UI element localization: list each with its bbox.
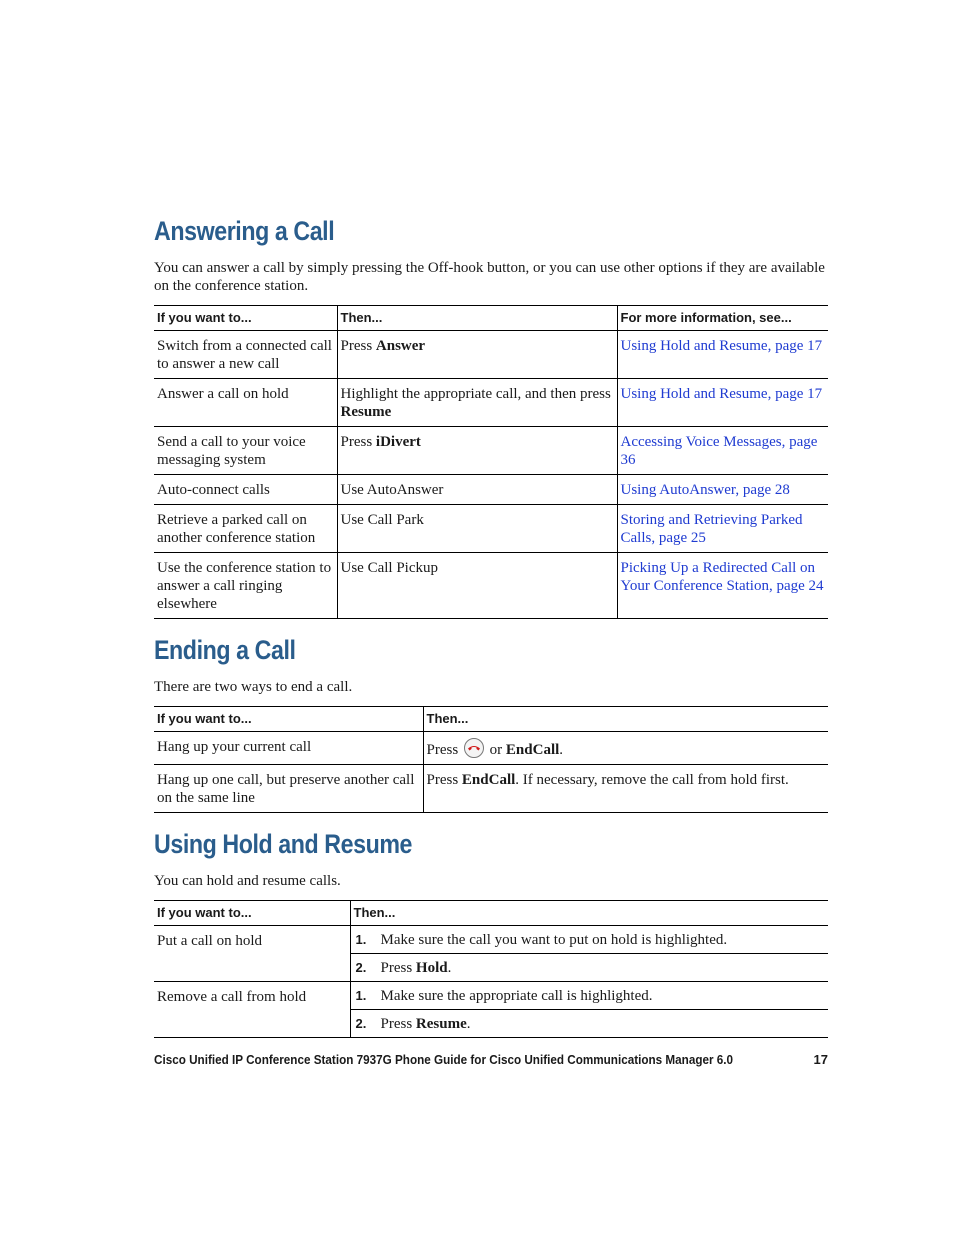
table-row	[154, 505, 828, 553]
section-title-ending: Ending a Call	[154, 635, 296, 665]
cell-then: Press Answer	[337, 331, 617, 379]
table-row	[154, 765, 828, 813]
softkey-label: Resume	[415, 1016, 467, 1032]
cell-want: Auto-connect calls	[154, 475, 337, 505]
cell-then: Use AutoAnswer	[337, 475, 617, 505]
cross-reference-link[interactable]: Using Hold and Resume, page 17	[620, 386, 823, 402]
cell-info	[617, 553, 828, 619]
softkey-label: Answer	[375, 338, 426, 354]
table-row	[154, 475, 828, 505]
softkey-label: EndCall	[505, 742, 560, 758]
cell-info	[617, 427, 828, 475]
cell-want: Use the conference station to answer a call ringing elsewhere	[154, 553, 337, 619]
step-item: 2. Press Resume.	[351, 1009, 829, 1037]
softkey-label: iDivert	[375, 434, 421, 450]
cross-reference-link[interactable]: Picking Up a Redirected Call on Your Conference Station, page 24	[620, 560, 824, 594]
softkey-label: Resume	[340, 404, 392, 420]
header-info: For more information, see...	[617, 306, 828, 331]
cell-want: Send a call to your voice messaging system	[154, 427, 337, 475]
cell-want: Hang up one call, but preserve another call on the same line	[154, 765, 423, 813]
header-then: Then...	[337, 306, 617, 331]
cell-then	[350, 926, 828, 982]
cell-then	[350, 982, 828, 1038]
end-call-icon	[464, 738, 484, 758]
footer-title: Cisco Unified IP Conference Station 7937G Phone Guide for Cisco Unified Communications Manager 6.0	[154, 1052, 734, 1067]
ending-table	[154, 706, 828, 813]
table-row	[154, 982, 828, 1038]
softkey-label: Hold	[415, 960, 448, 976]
table-row	[154, 553, 828, 619]
cell-want: Hang up your current call	[154, 732, 423, 765]
cell-info	[617, 379, 828, 427]
cell-want: Remove a call from hold	[154, 982, 350, 1038]
header-want: If you want to...	[154, 707, 423, 732]
cross-reference-link[interactable]: Using AutoAnswer, page 28	[620, 482, 790, 498]
cross-reference-link[interactable]: Using Hold and Resume, page 17	[620, 338, 823, 354]
cell-want: Put a call on hold	[154, 926, 350, 982]
table-row	[154, 379, 828, 427]
header-then: Then...	[423, 707, 828, 732]
table-row	[154, 926, 828, 982]
answering-table	[154, 305, 828, 619]
table-row	[154, 331, 828, 379]
page-number: 17	[813, 1052, 828, 1067]
ending-intro: There are two ways to end a call.	[154, 679, 353, 695]
hold-table	[154, 900, 828, 1038]
cell-want: Retrieve a parked call on another conference station	[154, 505, 337, 553]
cell-then: Press iDivert	[337, 427, 617, 475]
cell-info	[617, 475, 828, 505]
hold-intro: You can hold and resume calls.	[154, 873, 341, 889]
section-title-hold: Using Hold and Resume	[154, 829, 413, 859]
header-want: If you want to...	[154, 306, 337, 331]
cell-info	[617, 505, 828, 553]
cross-reference-link[interactable]: Storing and Retrieving Parked Calls, page 25	[620, 512, 803, 546]
page-footer	[154, 1052, 828, 1067]
cell-then: Use Call Pickup	[337, 553, 617, 619]
softkey-label: EndCall	[461, 772, 516, 788]
step-item: 2. Press Hold.	[351, 953, 829, 981]
cell-then: Press EndCall. If necessary, remove the call from hold first.	[423, 765, 828, 813]
section-title-answering: Answering a Call	[154, 216, 335, 246]
table-row	[154, 427, 828, 475]
header-want: If you want to...	[154, 901, 350, 926]
cell-want: Switch from a connected call to answer a new call	[154, 331, 337, 379]
header-then: Then...	[350, 901, 828, 926]
step-item: 1. Make sure the call you want to put on hold is highlighted.	[355, 932, 728, 948]
answering-intro: You can answer a call by simply pressing the Off-hook button, or you can use other options if they are available on the conference station.	[154, 260, 825, 294]
cell-info	[617, 331, 828, 379]
cell-then: Press or EndCall.	[423, 732, 828, 765]
cell-then: Use Call Park	[337, 505, 617, 553]
cross-reference-link[interactable]: Accessing Voice Messages, page 36	[620, 434, 818, 468]
table-row	[154, 732, 828, 765]
cell-then: Highlight the appropriate call, and then press Resume	[337, 379, 617, 427]
step-item: 1. Make sure the appropriate call is highlighted.	[355, 988, 653, 1004]
cell-want: Answer a call on hold	[154, 379, 337, 427]
